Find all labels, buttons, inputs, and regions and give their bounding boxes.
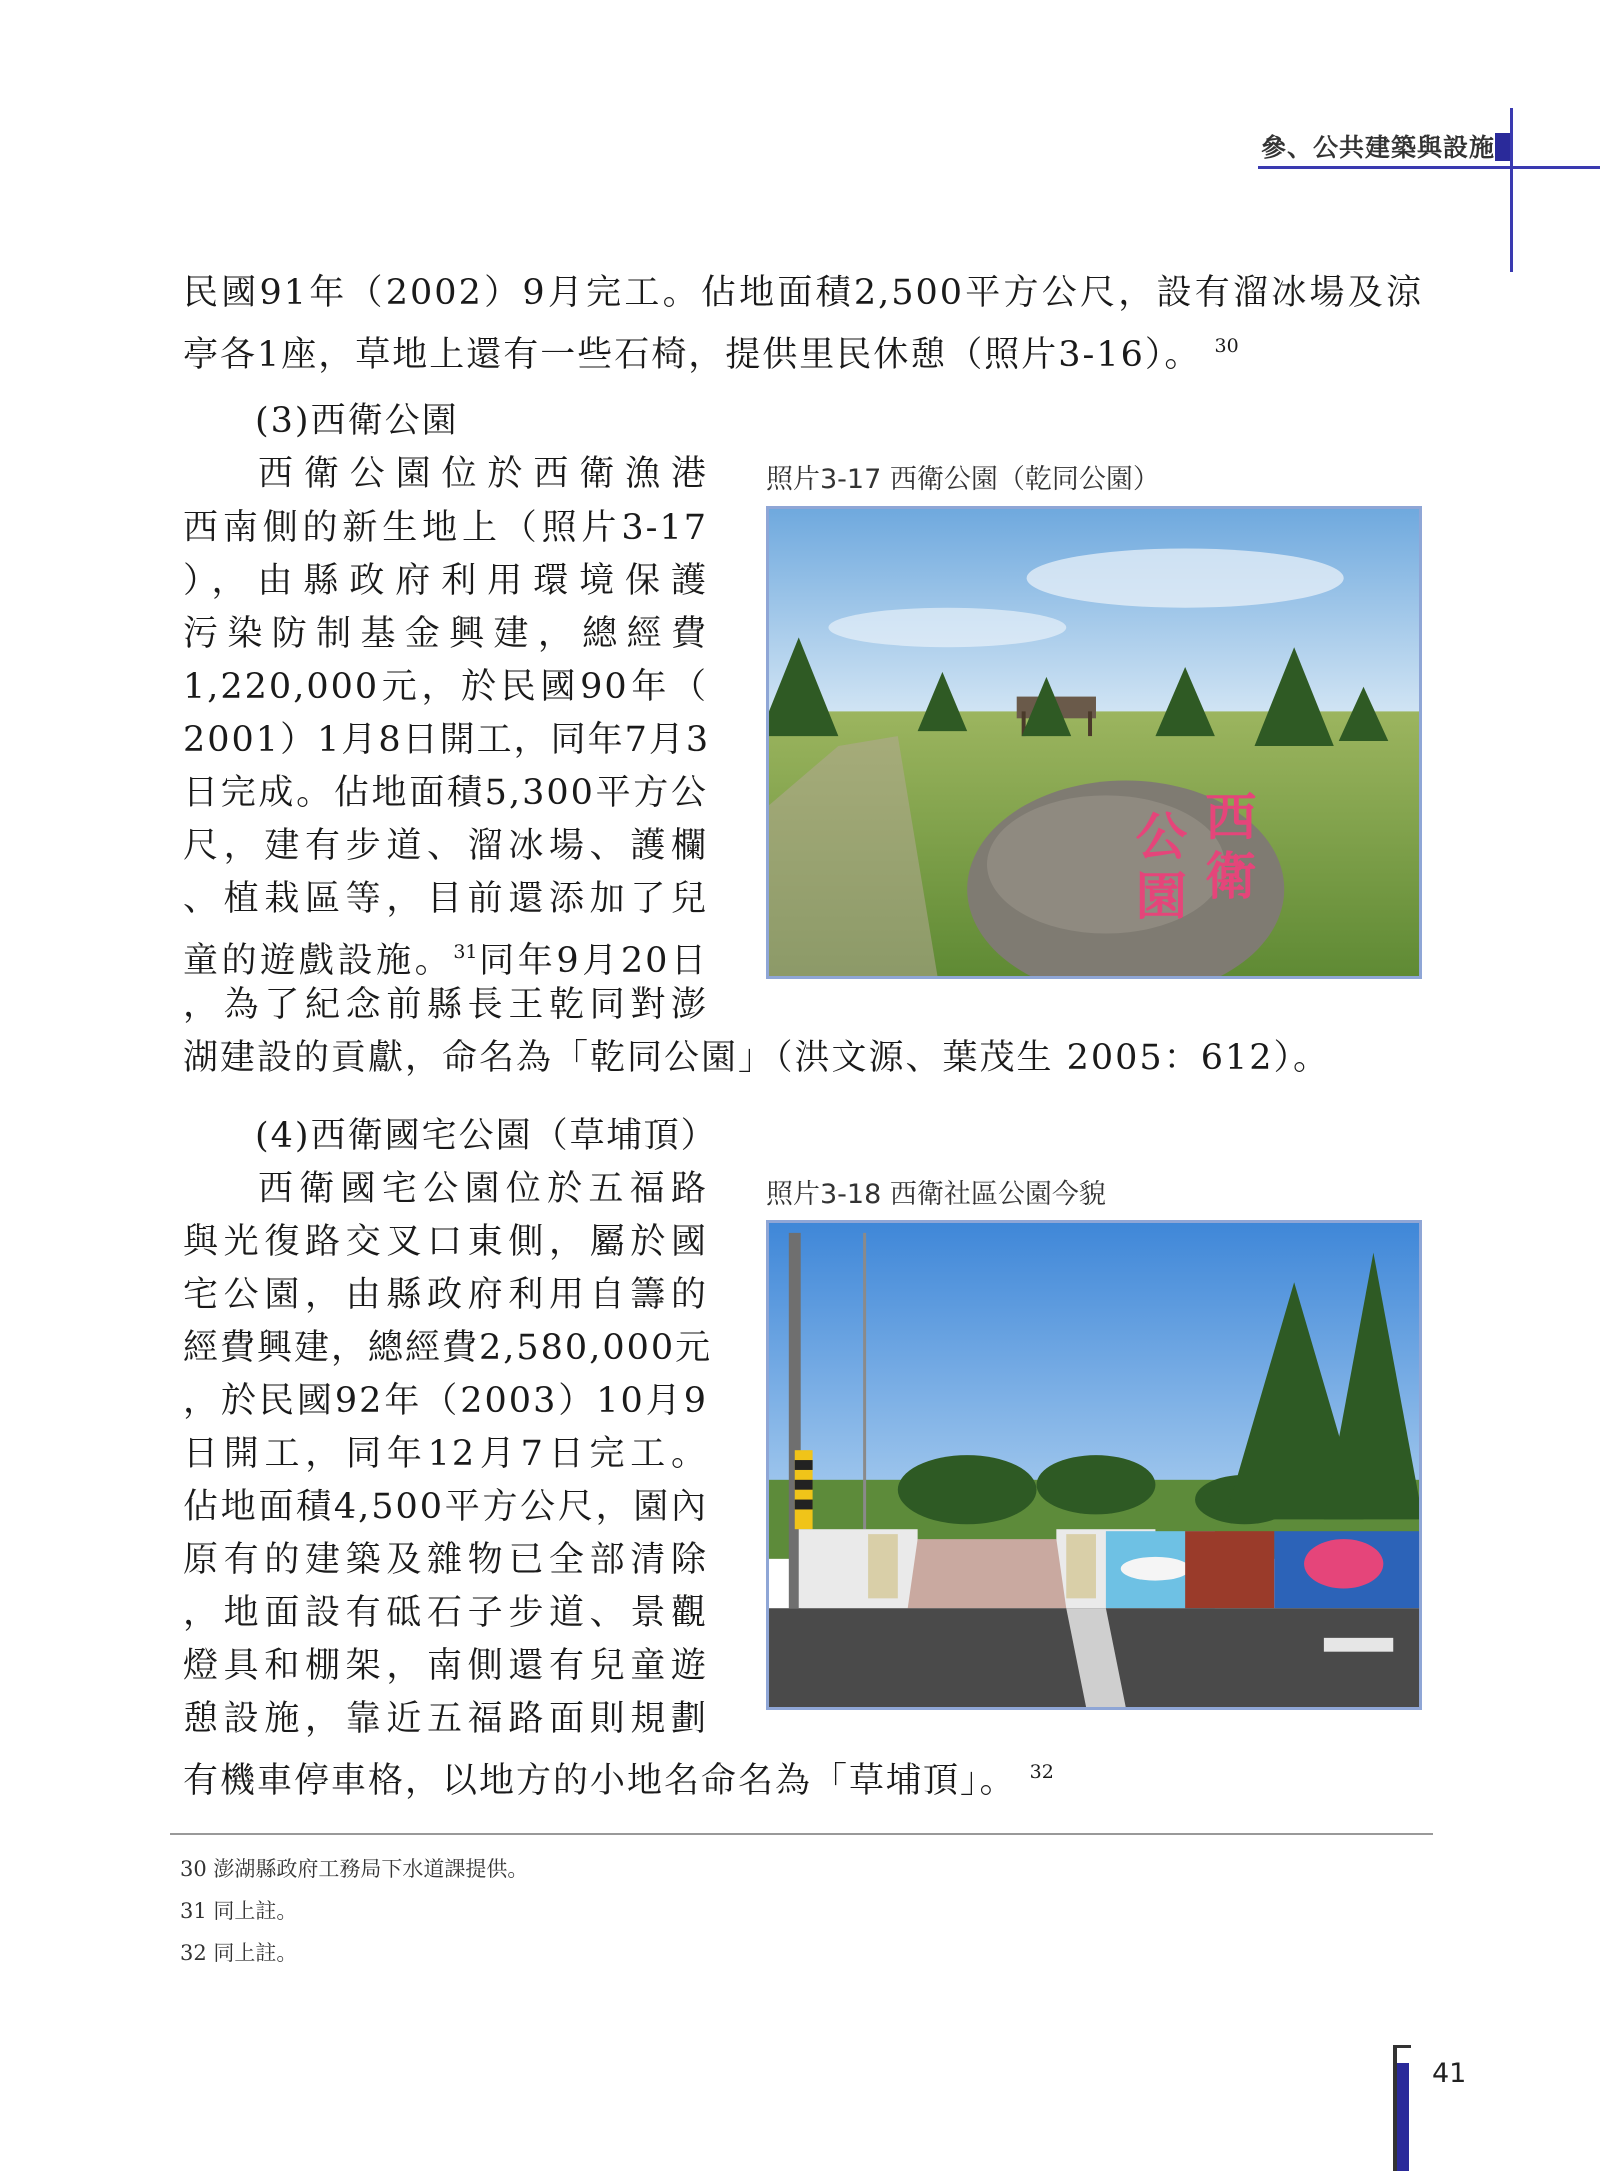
body-line: 原有的建築及雜物已全部清除: [183, 1540, 708, 1580]
rock-inscription-char: 園: [1135, 866, 1188, 927]
page-number-bar: [1397, 2063, 1409, 2171]
body-line: ，於民國92年（2003）10月9: [183, 1381, 708, 1421]
body-line: ），由縣政府利用環境保護: [183, 561, 708, 601]
body-line: 1,220,000元，於民國90年（: [183, 667, 708, 707]
footnote: 32 同上註。: [180, 1941, 298, 1965]
photo-caption: 照片3-18 西衛社區公園今貌: [766, 1179, 1106, 1210]
page-number: 41: [1432, 2058, 1467, 2089]
body-line: 有機車停車格，以地方的小地名命名為「草埔頂」。 $^{32}$: [183, 1761, 1054, 1801]
body-line: 與光復路交叉口東側，屬於國: [183, 1222, 708, 1262]
section-heading: (4)西衛國宅公園（草埔頂）: [255, 1116, 718, 1156]
body-line: 西南側的新生地上（照片3-17: [183, 508, 708, 548]
body-line: 佔地面積4,500平方公尺，園內: [183, 1487, 708, 1527]
section-heading: (3)西衛公園: [255, 401, 459, 441]
body-line: 民國91年（2002）9月完工。佔地面積2,500平方公尺，設有溜冰場及涼: [183, 273, 1423, 313]
rock-inscription-char: 公: [1135, 807, 1188, 868]
footnote-ref[interactable]: 30: [1214, 335, 1239, 357]
rock-inscription-char: 西: [1204, 787, 1257, 848]
body-line: 亭各1座，草地上還有一些石椅，提供里民休憩（照片3-16）。 $^{30}$: [183, 335, 1239, 375]
header-vertical-rule: [1510, 108, 1513, 272]
rock-inscription-char: 衛: [1204, 847, 1257, 908]
chapter-title: 參、公共建築與設施: [1260, 133, 1495, 162]
photo-caption: 照片3-17 西衛公園（乾同公園）: [766, 464, 1160, 495]
body-line: ，地面設有砥石子步道、景觀: [183, 1593, 708, 1633]
body-line: 日完成。佔地面積5,300平方公: [183, 773, 708, 813]
body-line: 湖建設的貢獻，命名為「乾同公園」（洪文源、葉茂生 2005：612）。: [183, 1038, 1331, 1078]
body-line: 、植栽區等，目前還添加了兒: [183, 879, 708, 919]
body-line: 2001）1月8日開工，同年7月3: [183, 720, 711, 760]
body-line: 污染防制基金興建，總經費: [183, 614, 708, 654]
body-line: 日開工，同年12月7日完工。: [183, 1434, 708, 1474]
body-line: 西衛國宅公園位於五福路: [258, 1169, 708, 1209]
body-line: 憩設施，靠近五福路面則規劃: [183, 1699, 708, 1739]
body-line: 尺，建有步道、溜冰場、護欄: [183, 826, 708, 866]
footnote-ref[interactable]: 32: [1029, 1761, 1054, 1783]
body-line: 童的遊戲設施。$^{31}$同年9月20日: [183, 941, 708, 981]
page-number-tick: [1393, 2045, 1411, 2048]
body-line: ，為了紀念前縣長王乾同對澎: [183, 985, 708, 1025]
photo-park-rock: [766, 506, 1422, 979]
body-line: 西衛公園位於西衛漁港: [258, 454, 708, 494]
photo-community-park: [766, 1220, 1422, 1710]
body-line: 宅公園，由縣政府利用自籌的: [183, 1275, 708, 1315]
footnote-rule: [170, 1833, 1433, 1835]
header-rule: [1258, 166, 1600, 169]
footnote: 30 澎湖縣政府工務局下水道課提供。: [180, 1857, 529, 1881]
body-line: 燈具和棚架，南側還有兒童遊: [183, 1646, 708, 1686]
body-line: 經費興建，總經費2,580,000元: [183, 1328, 713, 1368]
footnote: 31 同上註。: [180, 1899, 298, 1923]
footnote-ref[interactable]: 31: [453, 941, 478, 963]
